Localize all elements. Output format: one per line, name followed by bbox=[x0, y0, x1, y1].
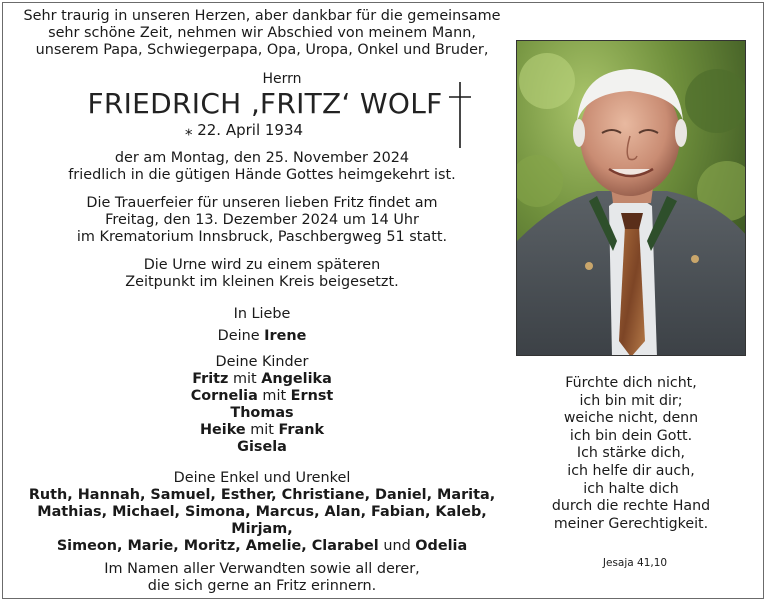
verse-line: ich halte dich bbox=[583, 480, 679, 497]
service-line: Die Trauerfeier für unseren lieben Fritz findet am bbox=[86, 195, 438, 211]
children-label: Deine Kinder bbox=[215, 354, 309, 370]
death-line: friedlich in die gütigen Hände Gottes heimgekehrt ist. bbox=[68, 167, 456, 183]
child-partner-name: Angelika bbox=[261, 371, 332, 387]
honorific: Herrn bbox=[262, 71, 302, 87]
wife-name: Irene bbox=[264, 328, 307, 344]
verse-source: Jesaja 41,10 bbox=[602, 557, 668, 569]
grandchildren-line bbox=[8, 538, 516, 555]
intro-line: Sehr traurig in unseren Herzen, aber dankbar für die gemeinsame bbox=[23, 8, 501, 24]
in-love: In Liebe bbox=[233, 306, 291, 322]
grandchildren-last-name: Odelia bbox=[415, 538, 468, 554]
wife-line bbox=[8, 328, 516, 345]
mit-word: mit bbox=[250, 422, 274, 438]
child-line bbox=[8, 422, 516, 439]
closing-line: die sich gerne an Fritz erinnern. bbox=[147, 578, 377, 594]
verse-line: ich helfe dir auch, bbox=[567, 462, 695, 479]
intro-line: sehr schöne Zeit, nehmen wir Abschied von meinem Mann, bbox=[48, 25, 476, 41]
birth-date: ⁎ 22. April 1934 bbox=[184, 121, 304, 139]
wife-prefix: Deine bbox=[217, 328, 260, 344]
bible-verse bbox=[516, 375, 746, 533]
child-name: Thomas bbox=[230, 405, 294, 421]
grandchildren-label: Deine Enkel und Urenkel bbox=[173, 470, 351, 486]
grandchildren-line: Ruth, Hannah, Samuel, Esther, Christiane, Daniel, Marita, bbox=[28, 487, 496, 503]
child-line bbox=[8, 405, 516, 422]
grandchildren-line: Mathias, Michael, Simona, Marcus, Alan, Fabian, Kaleb, Mirjam, bbox=[37, 504, 487, 537]
mit-word: mit bbox=[262, 388, 287, 404]
urn-line: Die Urne wird zu einem späteren bbox=[143, 257, 381, 273]
urn-line: Zeitpunkt im kleinen Kreis beigesetzt. bbox=[125, 274, 399, 290]
verse-line: Fürchte dich nicht, bbox=[565, 375, 697, 391]
deceased-name: FRIEDRICH ‚FRITZ‘ WOLF bbox=[87, 87, 443, 120]
grandchildren-names: Simeon, Marie, Moritz, Amelie, Clarabel bbox=[56, 538, 379, 554]
service-line: im Krematorium Innsbruck, Paschbergweg 51 statt. bbox=[76, 229, 448, 245]
child-line bbox=[8, 371, 516, 388]
cross-icon bbox=[449, 82, 471, 148]
death-line: der am Montag, den 25. November 2024 bbox=[114, 150, 410, 166]
child-partner-name: Ernst bbox=[290, 388, 334, 404]
verse-line: meiner Gerechtigkeit. bbox=[553, 515, 709, 532]
mit-word: mit bbox=[232, 371, 257, 387]
verse-line: Ich stärke dich, bbox=[576, 445, 686, 462]
child-name: Cornelia bbox=[190, 388, 258, 404]
service-line: Freitag, den 13. Dezember 2024 um 14 Uhr bbox=[105, 212, 419, 228]
verse-line: ich bin mit dir; bbox=[579, 392, 683, 409]
main-text-column bbox=[8, 8, 516, 595]
child-name: Fritz bbox=[192, 371, 229, 387]
closing-line: Im Namen aller Verwandten sowie all derer, bbox=[104, 561, 420, 577]
verse-line: weiche nicht, denn bbox=[563, 410, 699, 427]
verse-line: ich bin dein Gott. bbox=[569, 427, 693, 444]
child-line bbox=[8, 388, 516, 405]
child-name: Heike bbox=[199, 422, 246, 438]
child-line bbox=[8, 439, 516, 456]
child-partner-name: Frank bbox=[278, 422, 325, 438]
und-word: und bbox=[383, 538, 411, 554]
verse-line: durch die rechte Hand bbox=[551, 498, 711, 515]
intro-line: unserem Papa, Schwiegerpapa, Opa, Uropa, Onkel und Bruder, bbox=[35, 42, 489, 58]
child-name: Gisela bbox=[237, 439, 287, 455]
portrait-image bbox=[517, 41, 746, 356]
portrait-photo bbox=[516, 40, 746, 356]
